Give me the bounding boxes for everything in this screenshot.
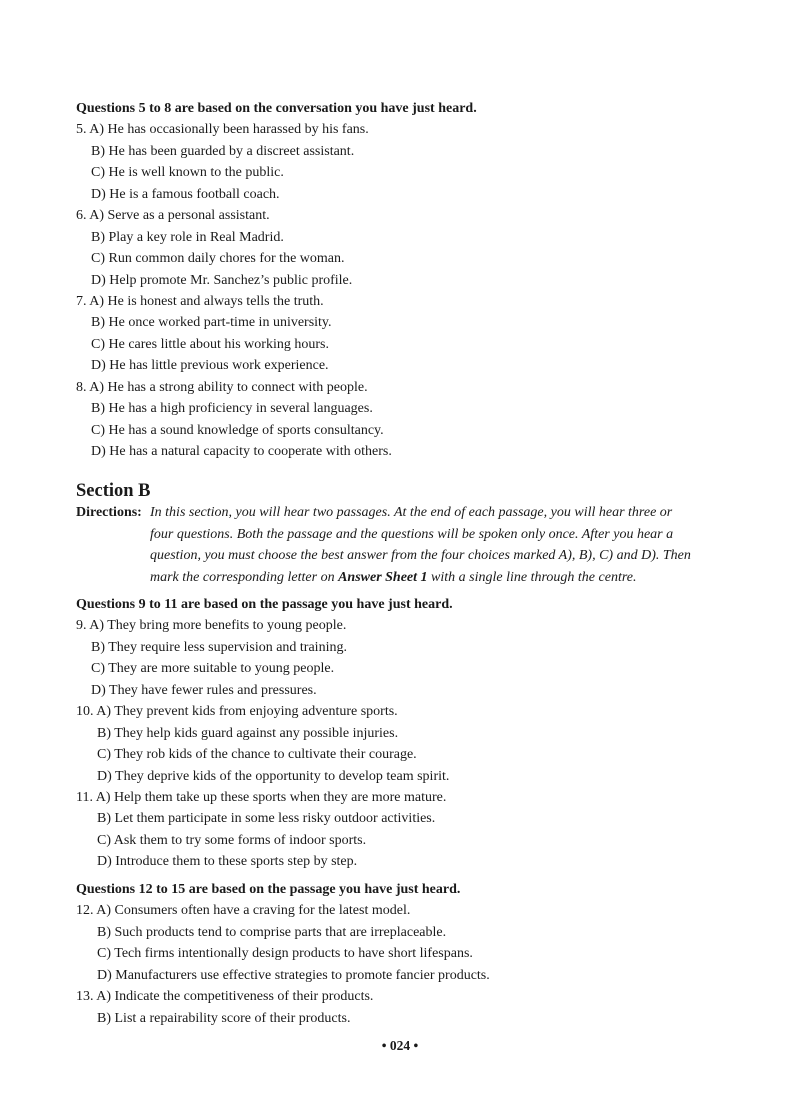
q8-option-d: D) He has a natural capacity to cooperate with others. — [91, 444, 392, 459]
q5-option-b: B) He has been guarded by a discreet assistant. — [91, 143, 355, 159]
q9-option-b: B) They require less supervision and training. — [91, 639, 347, 655]
q7-option-b: B) He once worked part-time in university. — [91, 315, 332, 331]
q9-option-a: 9. A) They bring more benefits to young people. — [76, 618, 347, 634]
q11-option-b: B) Let them participate in some less risky outdoor activities. — [97, 811, 436, 827]
question-group-5-8 — [76, 98, 736, 462]
page-number: • 024 • — [381, 1038, 419, 1053]
q10-option-d: D) They deprive kids of the opportunity to develop team spirit. — [97, 768, 450, 784]
q6-option-b: B) Play a key role in Real Madrid. — [91, 229, 284, 245]
directions-text-segment: mark the corresponding letter on — [150, 569, 339, 585]
q8-option-a: 8. A) He has a strong ability to connect with people. — [76, 379, 368, 395]
q12-option-b: B) Such products tend to comprise parts that are irreplaceable. — [97, 924, 447, 940]
q5-option-d: D) He is a famous football coach. — [91, 186, 280, 202]
question-group-12-15 — [76, 879, 736, 1029]
q7-option-a: 7. A) He is honest and always tells the truth. — [76, 293, 324, 309]
q11-option-a: 11. A) Help them take up these sports when they are more mature. — [76, 789, 447, 805]
group-header: Questions 5 to 8 are based on the conversation you have just heard. — [76, 101, 477, 116]
q6-option-d: D) Help promote Mr. Sanchez’s public profile. — [91, 272, 353, 288]
q5-option-a: 5. A) He has occasionally been harassed by his fans. — [76, 122, 369, 138]
directions-text-segment: with a single line through the centre. — [427, 569, 637, 585]
q10-option-a: 10. A) They prevent kids from enjoying adventure sports. — [76, 704, 398, 720]
group-header: Questions 9 to 11 are based on the passage you have just heard. — [76, 597, 453, 612]
q12-option-d: D) Manufacturers use effective strategies to promote fancier products. — [97, 967, 490, 983]
directions-text — [150, 502, 728, 588]
directions-line: In this section, you will hear two passages. At the end of each passage, you will hear three or — [150, 505, 673, 520]
directions-line: question, you must choose the best answer from the four choices marked A), B), C) and D). Then — [150, 548, 691, 563]
q9-option-c: C) They are more suitable to young people. — [91, 661, 335, 677]
section-title: Section B — [76, 481, 151, 501]
q8-option-c: C) He has a sound knowledge of sports consultancy. — [91, 422, 384, 438]
answer-sheet-reference: Answer Sheet 1 — [338, 569, 428, 585]
directions-line: four questions. Both the passage and the questions will be spoken only once. After you hear a — [150, 526, 674, 542]
question-group-9-11 — [76, 594, 736, 873]
q13-option-b: B) List a repairability score of their products. — [97, 1010, 351, 1026]
q11-option-c: C) Ask them to try some forms of indoor sports. — [97, 832, 367, 848]
q9-option-d: D) They have fewer rules and pressures. — [91, 682, 317, 698]
q12-option-c: C) Tech firms intentionally design products to have short lifespans. — [97, 946, 473, 962]
q7-option-d: D) He has little previous work experience. — [91, 358, 329, 374]
q12-option-a: 12. A) Consumers often have a craving for the latest model. — [76, 903, 411, 919]
directions-label: Directions: — [76, 505, 142, 520]
group-header: Questions 12 to 15 are based on the passage you have just heard. — [76, 882, 461, 897]
q6-option-a: 6. A) Serve as a personal assistant. — [76, 208, 270, 224]
q13-option-a: 13. A) Indicate the competitiveness of their products. — [76, 989, 374, 1005]
directions-line-last — [150, 567, 728, 589]
q7-option-c: C) He cares little about his working hours. — [91, 336, 329, 352]
q6-option-c: C) Run common daily chores for the woman. — [91, 251, 345, 267]
q11-option-d: D) Introduce them to these sports step by step. — [97, 854, 358, 870]
q10-option-c: C) They rob kids of the chance to cultivate their courage. — [97, 747, 417, 763]
q10-option-b: B) They help kids guard against any possible injuries. — [97, 725, 399, 741]
q8-option-b: B) He has a high proficiency in several languages. — [91, 401, 373, 417]
q5-option-c: C) He is well known to the public. — [91, 165, 284, 181]
